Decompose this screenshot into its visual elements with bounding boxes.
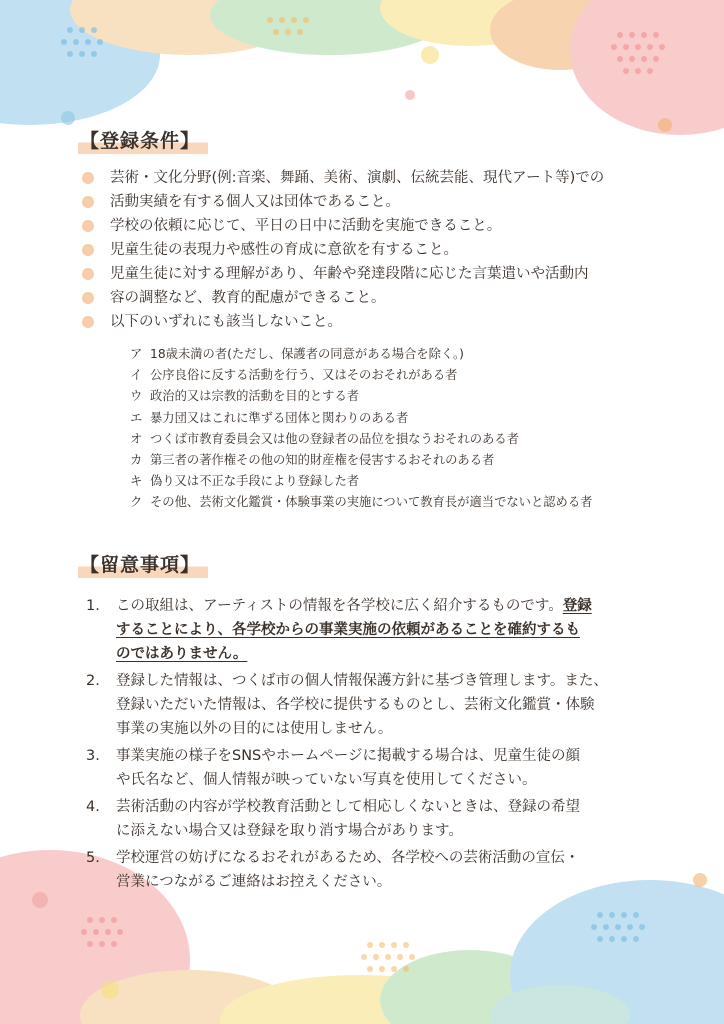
conditions-list	[82, 166, 604, 334]
exclusion-item: ア 18歳未満の者(ただし、保護者の同意がある場合を除く。)	[130, 347, 464, 361]
exclusion-item: カ 第三者の著作権その他の知的財産権を侵害するおそれのある者	[130, 452, 495, 467]
bullet-icon	[82, 220, 94, 232]
exclusion-item: エ 暴力団又はこれに準ずる団体と関わりのある者	[130, 410, 409, 425]
list-item: 芸術・文化分野(例:音楽、舞踊、美術、演劇、伝統芸能、現代アート等)での	[82, 166, 604, 190]
note-item: 1. この取組は、アーティストの情報を各学校に広く紹介するものです。登録 することにより、各学校からの事業実施の依頼があることを確約するも のではありません。	[86, 598, 592, 662]
bullet-icon	[82, 316, 94, 328]
note-item: 4. 芸術活動の内容が学校教育活動として相応しくないときは、登録の希望 に添えない場合又は登録を取り消す場合があります。	[86, 799, 580, 839]
bullet-icon	[82, 292, 94, 304]
note-item: 2. 登録した情報は、つくば市の個人情報保護方針に基づき管理します。また、 登録いただいた情報は、各学校に提供するものとし、芸術文化鑑賞・体験 事業の実施以外の目的には使用しません。	[86, 673, 608, 737]
bullet-icon	[82, 268, 94, 280]
notes-list	[86, 594, 608, 897]
list-item: 以下のいずれにも該当しないこと。	[82, 310, 604, 334]
exclusion-item: ク その他、芸術文化鑑賞・体験事業の実施について教育長が適当でないと認める者	[130, 495, 593, 510]
emphasis-text: のではありません。	[116, 646, 248, 662]
exclusion-item: ウ 政治的又は宗教的活動を目的とする者	[130, 389, 360, 404]
note-item: 5. 学校運営の妨げになるおそれがあるため、各学校への芸術活動の宣伝・ 営業につながるご連絡はお控えください。	[86, 850, 580, 890]
exclusion-item: キ 偽り又は不正な手段により登録した者	[130, 474, 360, 489]
emphasis-text: 登録	[562, 598, 592, 614]
exclusion-item: イ 公序良俗に反する活動を行う、又はそのおそれがある者	[130, 368, 458, 383]
bullet-icon	[82, 244, 94, 256]
list-item: 学校の依頼に応じて、平日の日中に活動を実施できること。	[82, 214, 604, 238]
list-item: 活動実績を有する個人又は団体であること。	[82, 190, 604, 214]
exclusion-item: オ つくば市教育委員会又は他の登録者の品位を損なうおそれのある者	[130, 431, 519, 446]
note-item: 3. 事業実施の様子をSNSやホームページに掲載する場合は、児童生徒の顔 や氏名など、個人情報が映っていない写真を使用してください。	[86, 748, 580, 788]
list-item: 児童生徒に対する理解があり、年齢や発達段階に応じた言葉遣いや活動内	[82, 262, 604, 286]
conditions-heading: 【登録条件】	[78, 128, 208, 154]
emphasis-text: することにより、各学校からの事業実施の依頼があることを確約するも	[116, 622, 580, 638]
bullet-icon	[82, 172, 94, 184]
exclusion-list	[130, 344, 592, 514]
notes-heading: 【留意事項】	[78, 552, 208, 578]
list-item: 児童生徒の表現力や感性の育成に意欲を有すること。	[82, 238, 604, 262]
list-item: 容の調整など、教育的配慮ができること。	[82, 286, 604, 310]
bullet-icon	[82, 196, 94, 208]
